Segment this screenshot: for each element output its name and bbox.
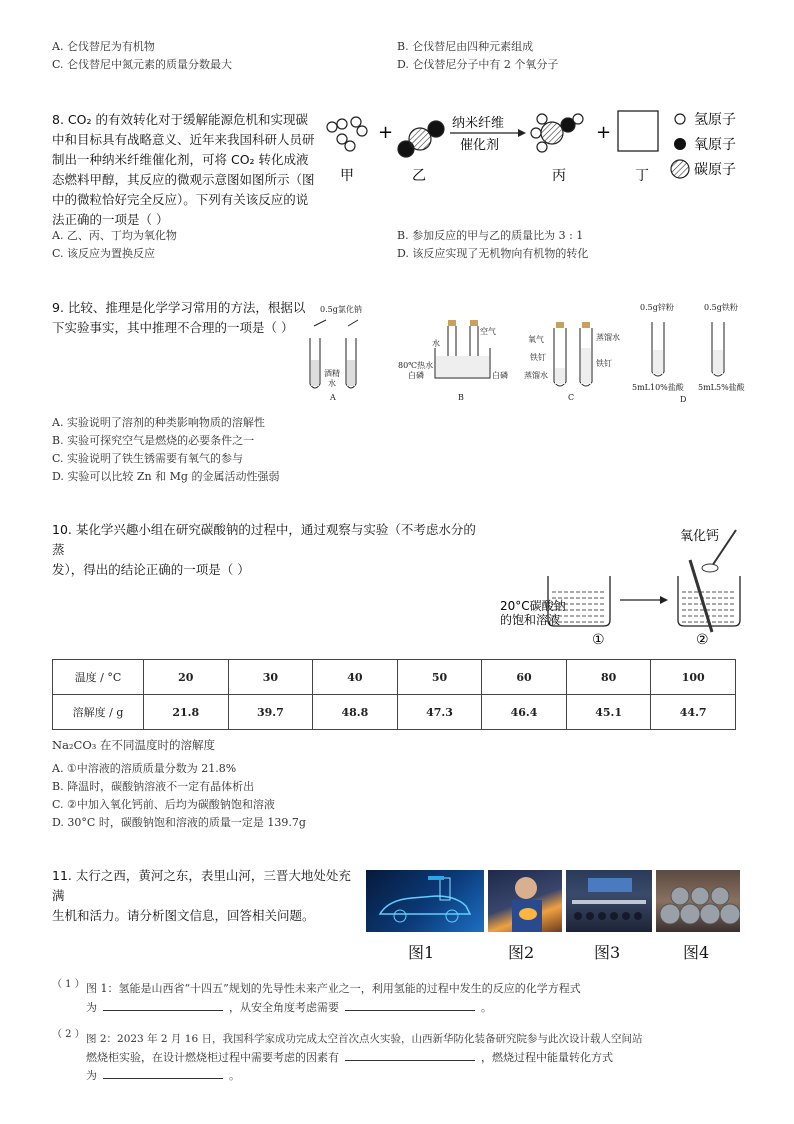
answer-blank-safety[interactable] [345,998,475,1011]
q7-option-d: D. 仑伐替尼分子中有 2 个氧分子 [397,58,559,71]
beaker-label-line2: 的饱和溶液 [500,613,561,627]
answer-end: 。 [481,1001,492,1014]
fig-b-label: B [458,393,464,402]
q9-option-a: A. 实验说明了溶剂的种类影响物质的溶解性 [52,416,265,429]
table-cell: 21.8 [144,695,229,730]
svg-text:+: + [378,122,394,143]
answer-prefix: 燃烧柜实验，在设计燃烧柜过程中需要考虑的因素有 [86,1051,339,1064]
answer-blank-energy[interactable] [103,1066,223,1079]
hydrogen-atom-icon [675,114,685,124]
legend-oxygen: 氧原子 [694,137,736,153]
q10-option-b: B. 降温时，碳酸钠溶液不一定有晶体析出 [52,780,255,793]
answer-prefix: 为 [86,1001,97,1014]
q7-option-c: C. 仑伐替尼中氮元素的质量分数最大 [52,58,233,71]
fig-b-air-label: 空气 [480,327,496,336]
reactant-jia-molecules [327,117,367,151]
figure-caption-3: 图3 [594,943,621,962]
photo-3-conference [566,870,652,932]
fig-d-acid-2: 5mL5%盐酸 [698,383,745,392]
q8-option-b: B. 参加反应的甲与乙的质量比为 3 : 1 [397,229,584,242]
label-yi: 乙 [412,168,426,184]
figure-caption-4: 图4 [683,943,710,962]
sub-question-2-answer-line [86,1066,240,1085]
sub-question-1-text: 图 1：氢能是山西省“十四五”规划的先导性未来产业之一，利用氢能的过程中发生的反应的化学方程式 [86,982,581,995]
sub-question-2-number: （ 2 ） [52,1029,85,1040]
fig-a-water-label: 水 [328,379,336,388]
product-bing-molecule [531,114,583,152]
q11-line: 11. 太行之西，黄河之东，表里山河，三晋大地处处充满 [52,868,351,903]
label-bing: 丙 [552,168,566,184]
table-row [53,660,736,695]
table-cell: 20 [144,660,229,695]
q10-beaker-diagram [500,520,760,650]
product-ding-box [618,111,658,151]
fig-d-iron-label: 0.5g铁粉 [704,303,738,312]
legend-carbon: 碳原子 [694,162,736,178]
reactant-yi-molecule [398,121,444,157]
fig-c-nail-2: 铁钉 [596,359,612,368]
q7-option-b: B. 仑伐替尼由四种元素组成 [397,40,534,53]
oxygen-atom-icon [674,138,686,150]
fig-d-zinc-label: 0.5g锌粉 [640,303,674,312]
solubility-table [52,659,736,730]
q7-option-a: A. 仑伐替尼为有机物 [52,40,155,53]
fig-c-oxygen-label: 氧气 [528,335,544,344]
q9-option-b: B. 实验可探究空气是燃烧的必要条件之一 [52,434,255,447]
table-header-solubility: 溶解度 / g [53,695,144,730]
table-cell: 60 [482,660,567,695]
fig-a-top-label: 0.5g氯化钠 [320,305,362,314]
figure-b [398,320,508,402]
catalyst-bottom: 催化剂 [460,138,500,153]
fig-b-phosphorus-2: 白磷 [492,371,508,380]
label-ding: 丁 [635,168,649,184]
q8-line: 中和目标具有战略意义、近年来我国科研人员研 [52,132,315,147]
beaker-mark-2: ② [696,632,709,648]
legend-hydrogen: 氢原子 [694,112,736,128]
q8-line: 中的微粒恰好完全反应）。下列有关该反应的说 [52,192,309,207]
catalyst-top: 纳米纤维 [452,116,505,131]
q11-line: 生机和活力。请分析图文信息，回答相关问题。 [52,908,315,923]
q10-line: 10. 某化学兴趣小组在研究碳酸钠的过程中，通过观察与实验（不考虑水分的蒸 [52,522,476,557]
q9-stem [52,298,312,338]
answer-blank-factors[interactable] [345,1048,475,1061]
q8-line: 态燃料甲醇，其反应的微观示意图如图所示（图 [52,172,315,187]
figure-caption-2: 图2 [508,943,535,962]
q10-line: 发），得出的结论正确的一项是（ ） [52,562,250,577]
table-cell: 40 [313,660,398,695]
table-cell: 100 [651,660,736,695]
table-cell: 39.7 [228,695,313,730]
table-cell: 45.1 [566,695,651,730]
q8-option-a: A. 乙、丙、丁均为氧化物 [52,229,177,242]
q8-reaction-diagram [320,105,780,195]
q8-option-c: C. 该反应为置换反应 [52,247,156,260]
answer-prefix: 为 [86,1069,97,1082]
photo-2-ignition-experiment [488,870,562,932]
answer-midtext: ，燃烧过程中能量转化方式 [481,1051,613,1064]
sub-question-1-answer-line [86,998,492,1017]
q11-stem [52,866,362,926]
q10-stem [52,520,482,580]
table-cell: 48.8 [313,695,398,730]
figure-c [524,322,620,402]
sub-question-2-text: 图 2：2023 年 2 月 16 日，我国科学家成功完成太空首次点火实验，山西新华防化装备研究院参与此次设计载人空间站 [86,1033,643,1045]
table-caption: Na₂CO₃ 在不同温度时的溶解度 [52,738,216,752]
q9-option-d: D. 实验可以比较 Zn 和 Mg 的金属活动性强弱 [52,470,280,483]
q10-option-d: D. 30°C 时，碳酸钠饱和溶液的质量一定是 139.7g [52,816,306,829]
q8-stem [52,110,322,230]
fig-b-hotwater-label: 80℃热水 [398,361,434,370]
beaker-mark-1: ① [592,632,605,648]
table-cell: 44.7 [651,695,736,730]
fig-d-label: D [680,395,687,404]
q8-option-d: D. 该反应实现了无机物向有机物的转化 [397,247,589,260]
carbon-atom-icon [671,160,689,178]
q8-line: 制出一种纳米纤维催化剂，可将 CO₂ 转化成液 [52,152,309,167]
table-cell: 50 [397,660,482,695]
svg-text:+: + [596,122,612,143]
label-jia: 甲 [340,168,354,184]
fig-a-liquid-label: 酒精 [324,369,340,378]
q10-option-c: C. ②中加入氧化钙前、后均为碳酸钠饱和溶液 [52,798,275,811]
fig-c-distilled-label: 蒸馏水 [596,333,620,342]
fig-d-acid-1: 5mL10%盐酸 [632,383,684,392]
table-cell: 80 [566,660,651,695]
answer-end: 。 [229,1069,240,1082]
beaker-label-line1: 20°C碳酸钠 [500,599,566,613]
table-header-temperature: 温度 / °C [53,660,144,695]
photo-1-hydrogen-car [366,870,484,932]
answer-midtext: ，从安全角度考虑需要 [229,1001,339,1014]
q8-line: 8. CO₂ 的有效转化对于缓解能源危机和实现碳 [52,112,308,127]
fig-a-label: A [330,393,336,402]
q8-line: 法正确的一项是（ ） [52,212,169,227]
figure-a [310,304,362,402]
figure-caption-1: 图1 [408,943,435,962]
fig-c-label: C [568,393,575,402]
table-cell: 30 [228,660,313,695]
sub-question-2-line2 [86,1048,613,1067]
q10-option-a: A. ①中溶液的溶质质量分数为 21.8% [52,762,237,775]
answer-blank-equation[interactable] [103,998,223,1011]
sub-question-1-number: （ 1 ） [52,979,85,990]
photo-4-steel-coils [656,870,740,932]
q9-experiment-figures [300,298,760,408]
q9-line: 下实验事实，其中推理不合理的一项是（ ） [52,320,294,335]
fig-c-water-label: 蒸馏水 [524,371,548,380]
reagent-label: 氧化钙 [680,529,720,544]
table-cell: 47.3 [397,695,482,730]
q9-option-c: C. 实验说明了铁生锈需要有氧气的参与 [52,452,244,465]
figure-d [632,302,746,404]
fig-b-water-label: 水 [432,339,440,348]
fig-c-nail-1: 铁钉 [530,353,546,362]
q9-line: 9. 比较、推理是化学学习常用的方法，根据以 [52,300,306,315]
table-cell: 46.4 [482,695,567,730]
table-row [53,695,736,730]
fig-b-phosphorus-1: 白磷 [408,371,424,380]
